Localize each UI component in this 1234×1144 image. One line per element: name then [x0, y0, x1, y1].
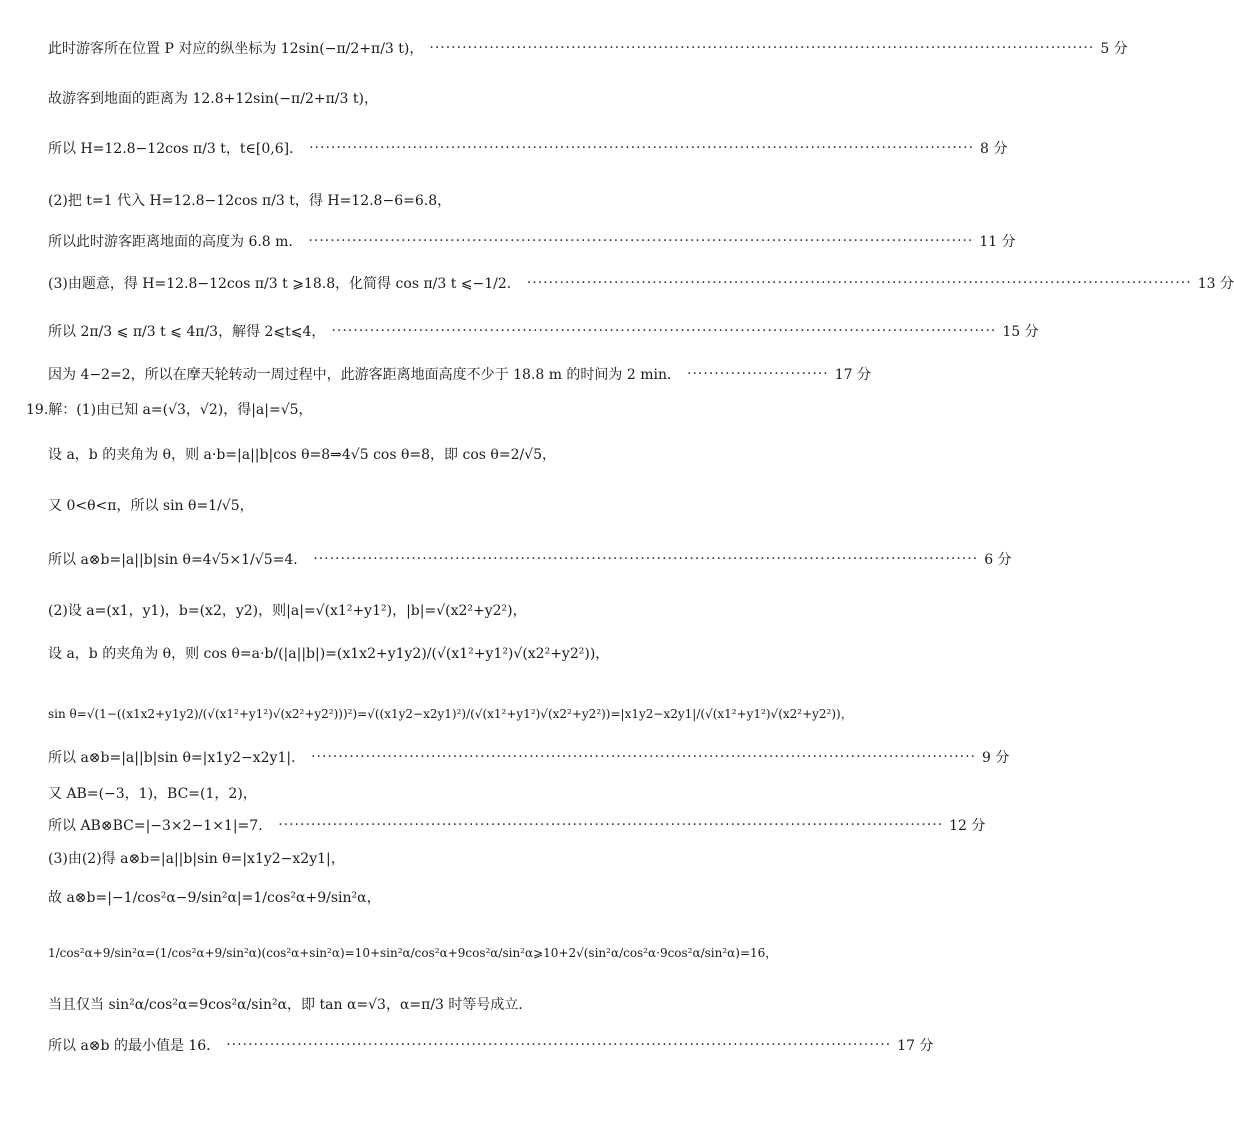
solution-line-12	[48, 541, 1012, 577]
problem-19-header	[26, 396, 804, 422]
solution-line-19	[48, 845, 804, 871]
solution-line-20	[48, 877, 804, 917]
line-text: 因为 4−2=2，所以在摩天轮转动一周过程中，此游客距离地面高度不少于 18.8 m 的时间为 2 min．	[48, 367, 682, 383]
dot-leader: ··························································································································	[308, 233, 974, 249]
solution-line-14	[48, 633, 804, 673]
dot-leader: ··························································································································	[311, 749, 977, 765]
score-label: 8 分	[980, 141, 1008, 157]
score-label: 17 分	[834, 367, 871, 383]
line-text: 当且仅当 sin²α/cos²α=9cos²α/sin²α，即 tan α=√3，α=π/3 时等号成立．	[48, 997, 533, 1013]
line-text: (3)由题意，得 H=12.8−12cos π/3 t ⩾18.8，化简得 cos π/3 t ⩽−1/2．	[48, 276, 521, 292]
solution-line-21	[48, 930, 804, 974]
line-text: 设 a，b 的夹角为 θ，则 a·b=|a||b|cos θ=8⇒4√5 cos θ=8，即 cos θ=2/√5，	[48, 447, 557, 463]
solution-line-10	[48, 436, 804, 472]
solution-line-17	[48, 780, 804, 806]
score-label: 15 分	[1002, 324, 1039, 340]
solution-line-11	[48, 487, 804, 523]
score-label: 9 分	[982, 750, 1010, 766]
solution-line-18	[48, 812, 986, 838]
line-text: sin θ=√(1−((x1x2+y1y2)/(√(x1²+y1²)√(x2²+y2²)))²)=√((x1y2−x2y1)²)/(√(x1²+y1²)√(x2²+y2²))=|x1y2−x2y1|/(√(x1²+y1²)√(x2²+y2²))，	[48, 706, 853, 721]
solution-line-16	[48, 744, 1010, 770]
line-text: 所以 2π/3 ⩽ π/3 t ⩽ 4π/3，解得 2⩽t⩽4，	[48, 324, 326, 340]
score-label: 5 分	[1100, 41, 1128, 57]
dot-leader: ··························································································································	[526, 275, 1192, 291]
dot-leader: ··························································································································	[313, 551, 979, 567]
line-text: (2)设 a=(x1，y1)，b=(x2，y2)，则|a|=√(x1²+y1²)，|b|=√(x2²+y2²)，	[48, 603, 527, 619]
score-label: 13 分	[1197, 276, 1234, 292]
score-label: 6 分	[984, 552, 1012, 568]
solution-line-6	[48, 266, 1234, 300]
score-label: 11 分	[979, 234, 1016, 250]
solution-line-15	[48, 690, 853, 736]
line-text: 1/cos²α+9/sin²α=(1/cos²α+9/sin²α)(cos²α+sin²α)=10+sin²α/cos²α+9cos²α/sin²α⩾10+2√(sin²α/cos²α·9cos²α/sin²α)=16，	[48, 945, 778, 960]
dot-leader: ··························	[687, 366, 829, 382]
solution-line-4	[48, 183, 804, 217]
line-text: 所以 a⊗b 的最小值是 16．	[48, 1038, 221, 1054]
line-text: 所以 a⊗b=|a||b|sin θ=|x1y2−x2y1|．	[48, 750, 306, 766]
line-text: 19.解：(1)由已知 a=(√3，√2)，得|a|=√5，	[26, 402, 313, 418]
line-text: 所以 a⊗b=|a||b|sin θ=4√5×1/√5=4．	[48, 552, 308, 568]
line-text: 此时游客所在位置 P 对应的纵坐标为 12sin(−π/2+π/3 t)，	[48, 41, 424, 57]
solution-line-3	[48, 131, 1008, 165]
line-text: 故 a⊗b=|−1/cos²α−9/sin²α|=1/cos²α+9/sin²α，	[48, 890, 381, 906]
solution-line-2	[48, 82, 804, 114]
line-text: (3)由(2)得 a⊗b=|a||b|sin θ=|x1y2−x2y1|，	[48, 851, 345, 867]
line-text: 所以 AB⊗BC=|−3×2−1×1|=7．	[48, 818, 273, 834]
line-text: 所以 H=12.8−12cos π/3 t，t∈[0,6]．	[48, 141, 304, 157]
line-text: 又 0<θ<π，所以 sin θ=1/√5，	[48, 498, 254, 514]
score-label: 12 分	[949, 818, 986, 834]
line-text: 又 AB=(−3，1)，BC=(1，2)，	[48, 786, 257, 802]
line-text: 设 a，b 的夹角为 θ，则 cos θ=a·b/(|a||b|)=(x1x2+y1y2)/(√(x1²+y1²)√(x2²+y2²))，	[48, 646, 610, 662]
dot-leader: ··························································································································	[331, 323, 997, 339]
dot-leader: ··························································································································	[429, 40, 1095, 56]
solution-line-5	[48, 228, 1016, 254]
dot-leader: ··························································································································	[278, 817, 944, 833]
solution-line-7	[48, 314, 1039, 348]
dot-leader: ··························································································································	[309, 140, 975, 156]
solution-line-23	[48, 1032, 934, 1058]
dot-leader: ··························································································································	[226, 1037, 892, 1053]
solution-line-8	[48, 361, 871, 387]
solution-line-22	[48, 986, 804, 1022]
solution-line-1	[48, 32, 1128, 64]
line-text: (2)把 t=1 代入 H=12.8−12cos π/3 t，得 H=12.8−6=6.8，	[48, 193, 452, 209]
solution-line-13	[48, 596, 804, 624]
line-text: 所以此时游客距离地面的高度为 6.8 m．	[48, 234, 303, 250]
score-label: 17 分	[897, 1038, 934, 1054]
line-text: 故游客到地面的距离为 12.8+12sin(−π/2+π/3 t)，	[48, 91, 378, 107]
